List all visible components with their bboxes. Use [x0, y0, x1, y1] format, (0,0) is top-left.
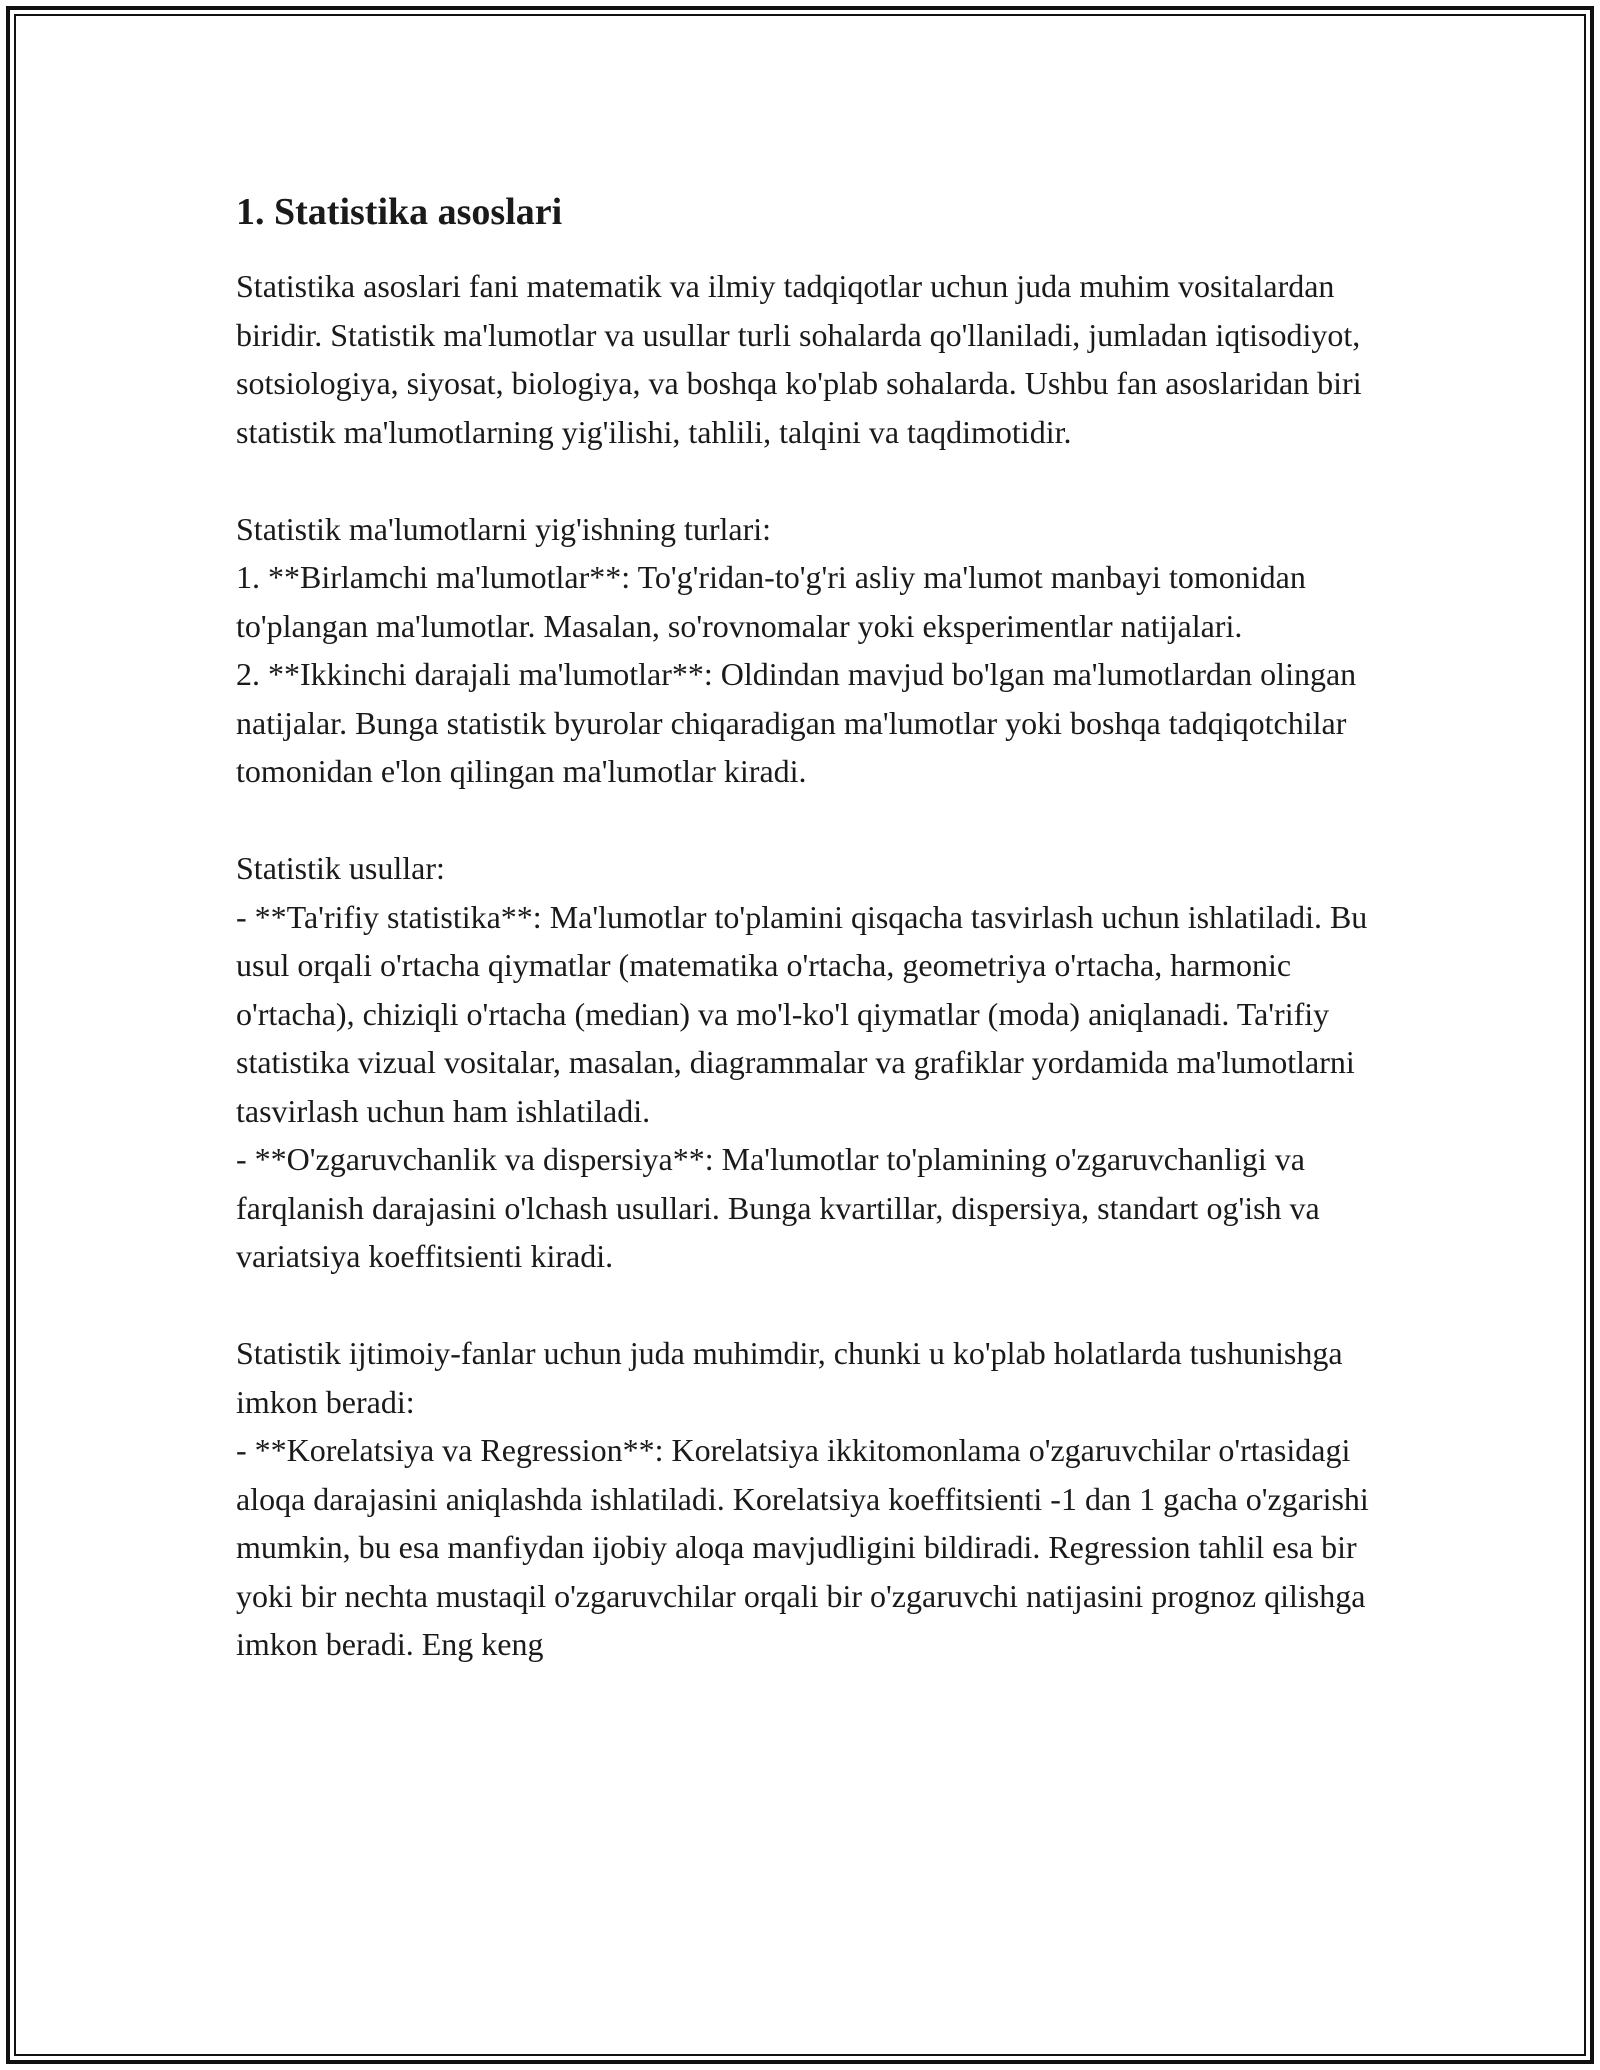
paragraph-introduction: Statistika asoslari fani matematik va ilmiy tadqiqotlar uchun juda muhim vositalardan biridir. Statistik ma'lumotlar va usullar turli sohalarda qo'llaniladi, jumladan iqtisodiyot, sotsiologiya, siyosat, biologiya, va boshqa ko'plab sohalarda. Ushbu fan asoslaridan biri statistik ma'lumotlarning yig'ilishi, tahlili, talqini va taqdimotidir.	[236, 268, 1362, 450]
paragraph-statistical-methods: Statistik usullar: - **Ta'rifiy statistika**: Ma'lumotlar to'plamini qisqacha tasvirlash uchun ishlatiladi. Bu usul orqali o'rtacha qiymatlar (matematika o'rtacha, geometriya o'rtacha, harmonic o'rtacha), chiziqli o'rtacha (median) va mo'l-ko'l qiymatlar (moda) aniqlanadi. Ta'rifiy statistika vizual vositalar, masalan, diagrammalar va grafiklar yordamida ma'lumotlarni tasvirlash uchun ham ishlatiladi. - **O'zgaruvchanlik va dispersiya**: Ma'lumotlar to'plamining o'zgaruvchanligi va farqlanish darajasini o'lchash usullari. Bunga kvartillar, dispersiya, standart og'ish va variatsiya koeffitsienti kiradi.	[236, 850, 1368, 1274]
document-body	[236, 186, 1376, 1669]
paragraph-correlation-regression: Statistik ijtimoiy-fanlar uchun juda muhimdir, chunki u ko'plab holatlarda tushunishga imkon beradi: - **Korelatsiya va Regression**: Korelatsiya ikkitomonlama o'zgaruvchilar o'rtasidagi aloqa darajasini aniqlashda ishlatiladi. Korelatsiya koeffitsienti -1 dan 1 gacha o'zgarishi mumkin, bu esa manfiydan ijobiy aloqa mavjudligini bildiradi. Regression tahlil esa bir yoki bir nechta mustaqil o'zgaruvchilar orqali bir o'zgaruvchi natijasini prognoz qilishga imkon beradi. Eng keng	[236, 1335, 1369, 1662]
document-title: 1. Statistika asoslari	[236, 191, 563, 233]
paragraph-data-collection-types: Statistik ma'lumotlarni yig'ishning turlari: 1. **Birlamchi ma'lumotlar**: To'g'ridan-to'g'ri asliy ma'lumot manbayi tomonidan to'plangan ma'lumotlar. Masalan, so'rovnomalar yoki eksperimentlar natijalari. 2. **Ikkinchi darajali ma'lumotlar**: Oldindan mavjud bo'lgan ma'lumotlardan olingan natijalar. Bunga statistik byurolar chiqaradigan ma'lumotlar yoki boshqa tadqiqotchilar tomonidan e'lon qilingan ma'lumotlar kiradi.	[236, 510, 1357, 789]
